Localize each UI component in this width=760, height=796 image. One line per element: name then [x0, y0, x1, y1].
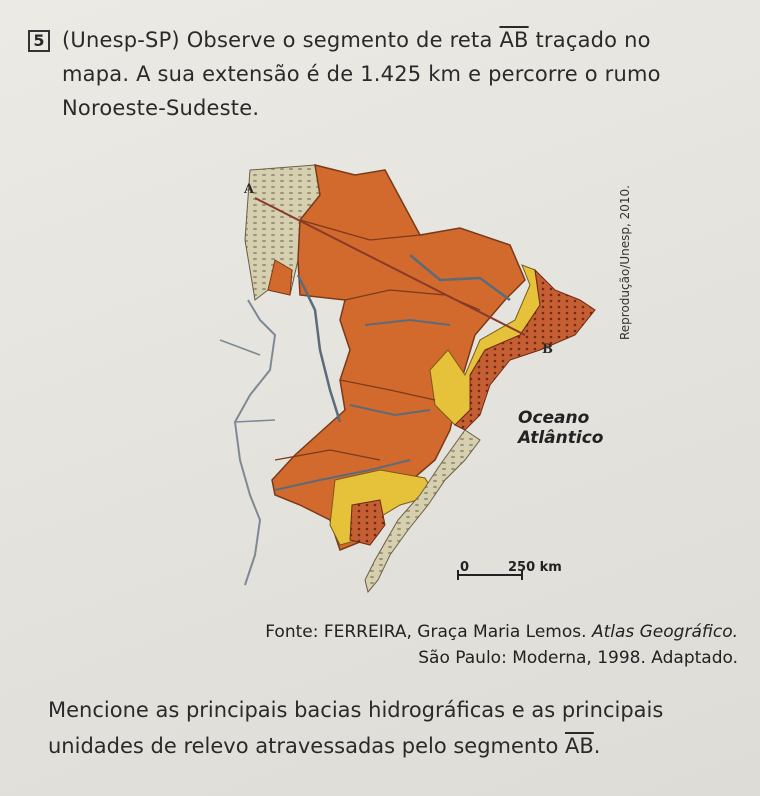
prompt-segment-label: $\overline{AB}$ [565, 734, 594, 758]
point-a-label: A [244, 182, 255, 197]
western-border [235, 300, 275, 585]
question-line-3: Noroeste-Sudeste. [62, 96, 260, 120]
prompt-line-2 [48, 734, 600, 758]
scale-value-label: 250 km [508, 560, 562, 575]
question-line-1 [62, 28, 651, 52]
southern-dotted-patch [350, 500, 385, 545]
prompt-line-1: Mencione as principais bacias hidrográficas e as principais [48, 698, 664, 722]
ocean-label-line1: Oceano [518, 408, 590, 428]
prompt-line-2-end: . [593, 734, 601, 758]
source-line-1 [265, 622, 738, 642]
source-title: Atlas Geográfico. [591, 622, 738, 642]
scale-zero-label: 0 [460, 560, 470, 575]
question-line-2: mapa. A sua extensão é de 1.425 km e percorre o rumo [62, 62, 661, 86]
ocean-label [518, 408, 603, 448]
question-line-1-start: (Unesp-SP) Observe o segmento de reta [62, 28, 500, 52]
source-line-2: São Paulo: Moderna, 1998. Adaptado. [418, 648, 738, 668]
segment-ab-label: $\overline{AB}$ [499, 28, 529, 52]
relief-map [180, 160, 640, 600]
ocean-label-line2: Atlântico [518, 428, 604, 448]
source-author: Fonte: FERREIRA, Graça Maria Lemos. [265, 622, 592, 642]
prompt-line-2-start: unidades de relevo atravessadas pelo segmento [48, 734, 566, 758]
question-line-1-end: traçado no [528, 28, 651, 52]
image-credit: Reprodução/Unesp, 2010. [618, 185, 632, 340]
question-number: 5 [28, 30, 50, 52]
border-branch [220, 340, 275, 422]
point-b-label: B [542, 342, 553, 357]
